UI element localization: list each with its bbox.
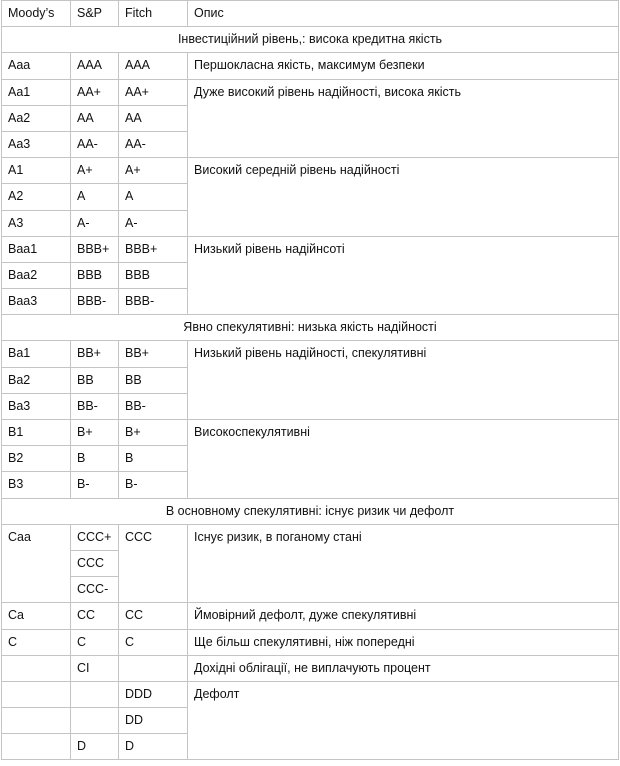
header-row: [2, 1, 619, 27]
moodys-cell: A3: [2, 210, 71, 236]
section-row: [2, 27, 619, 53]
fitch-cell: A-: [119, 210, 188, 236]
sp-cell: A+: [71, 158, 119, 184]
sp-cell: D: [71, 734, 119, 760]
fitch-cell: AA: [119, 105, 188, 131]
fitch-cell: B+: [119, 420, 188, 446]
moodys-cell: Baa2: [2, 262, 71, 288]
sp-cell: [71, 708, 119, 734]
table-row: [2, 341, 619, 367]
fitch-cell: B-: [119, 472, 188, 498]
fitch-cell: AA-: [119, 131, 188, 157]
moodys-cell: Ba1: [2, 341, 71, 367]
fitch-cell: CCC: [119, 524, 188, 603]
table-row: [2, 524, 619, 550]
fitch-cell: BBB+: [119, 236, 188, 262]
sp-cell: BBB: [71, 262, 119, 288]
table-row: [2, 53, 619, 79]
sp-cell: B: [71, 446, 119, 472]
fitch-cell: A+: [119, 158, 188, 184]
moodys-cell: [2, 734, 71, 760]
table-row: [2, 79, 619, 105]
fitch-cell: BB+: [119, 341, 188, 367]
description-cell: Першокласна якість, максимум безпеки: [188, 53, 619, 79]
moodys-cell: B3: [2, 472, 71, 498]
moodys-cell: Aa1: [2, 79, 71, 105]
section-investment-grade: Інвестиційний рівень,: висока кредитна якість: [2, 27, 619, 53]
sp-cell: AA: [71, 105, 119, 131]
header-sp: S&P: [71, 1, 119, 27]
fitch-cell: A: [119, 184, 188, 210]
sp-cell: AAA: [71, 53, 119, 79]
moodys-cell: C: [2, 629, 71, 655]
table-row: [2, 603, 619, 629]
sp-cell: AA-: [71, 131, 119, 157]
moodys-cell: Baa3: [2, 289, 71, 315]
credit-ratings-table: [1, 0, 619, 760]
sp-cell: CI: [71, 655, 119, 681]
moodys-cell: B2: [2, 446, 71, 472]
moodys-cell: [2, 708, 71, 734]
table-row: [2, 158, 619, 184]
sp-cell: CCC: [71, 550, 119, 576]
sp-cell: AA+: [71, 79, 119, 105]
moodys-cell: Caa: [2, 524, 71, 603]
sp-cell: BB: [71, 367, 119, 393]
sp-cell: CC: [71, 603, 119, 629]
table-row: [2, 629, 619, 655]
sp-cell: [71, 681, 119, 707]
sp-cell: BBB-: [71, 289, 119, 315]
fitch-cell: AA+: [119, 79, 188, 105]
section-row: [2, 498, 619, 524]
table-row: [2, 681, 619, 707]
sp-cell: BBB+: [71, 236, 119, 262]
moodys-cell: Ca: [2, 603, 71, 629]
moodys-cell: Aaa: [2, 53, 71, 79]
moodys-cell: Ba3: [2, 393, 71, 419]
header-fitch: Fitch: [119, 1, 188, 27]
table-row: [2, 655, 619, 681]
description-cell: Низький рівень надійнсоті: [188, 236, 619, 315]
fitch-cell: AAA: [119, 53, 188, 79]
fitch-cell: D: [119, 734, 188, 760]
header-moodys: Moody’s: [2, 1, 71, 27]
moodys-cell: Ba2: [2, 367, 71, 393]
description-cell: Високий середній рівень надійності: [188, 158, 619, 237]
fitch-cell: BB-: [119, 393, 188, 419]
sp-cell: B-: [71, 472, 119, 498]
sp-cell: CCC-: [71, 577, 119, 603]
moodys-cell: B1: [2, 420, 71, 446]
sp-cell: A: [71, 184, 119, 210]
moodys-cell: [2, 655, 71, 681]
moodys-cell: Aa2: [2, 105, 71, 131]
sp-cell: B+: [71, 420, 119, 446]
section-speculative: Явно спекулятивні: низька якість надійності: [2, 315, 619, 341]
moodys-cell: [2, 681, 71, 707]
fitch-cell: DD: [119, 708, 188, 734]
fitch-cell: CC: [119, 603, 188, 629]
fitch-cell: BB: [119, 367, 188, 393]
description-cell: Високоспекулятивні: [188, 420, 619, 499]
sp-cell: C: [71, 629, 119, 655]
header-description: Опис: [188, 1, 619, 27]
description-cell: Дефолт: [188, 681, 619, 760]
fitch-cell: [119, 655, 188, 681]
description-cell: Дуже високий рівень надійності, висока якість: [188, 79, 619, 158]
section-highly-speculative: В основному спекулятивні: існує ризик чи дефолт: [2, 498, 619, 524]
sp-cell: BB-: [71, 393, 119, 419]
sp-cell: BB+: [71, 341, 119, 367]
description-cell: Дохідні облігації, не виплачують процент: [188, 655, 619, 681]
description-cell: Ймовірний дефолт, дуже спекулятивні: [188, 603, 619, 629]
fitch-cell: BBB-: [119, 289, 188, 315]
fitch-cell: BBB: [119, 262, 188, 288]
description-cell: Існує ризик, в поганому стані: [188, 524, 619, 603]
moodys-cell: A2: [2, 184, 71, 210]
description-cell: Низький рівень надійності, спекулятивні: [188, 341, 619, 420]
fitch-cell: B: [119, 446, 188, 472]
table-row: [2, 236, 619, 262]
moodys-cell: Aa3: [2, 131, 71, 157]
description-cell: Ще більш спекулятивні, ніж попередні: [188, 629, 619, 655]
moodys-cell: Baa1: [2, 236, 71, 262]
table-row: [2, 420, 619, 446]
section-row: [2, 315, 619, 341]
sp-cell: CCC+: [71, 524, 119, 550]
fitch-cell: C: [119, 629, 188, 655]
sp-cell: A-: [71, 210, 119, 236]
moodys-cell: A1: [2, 158, 71, 184]
fitch-cell: DDD: [119, 681, 188, 707]
